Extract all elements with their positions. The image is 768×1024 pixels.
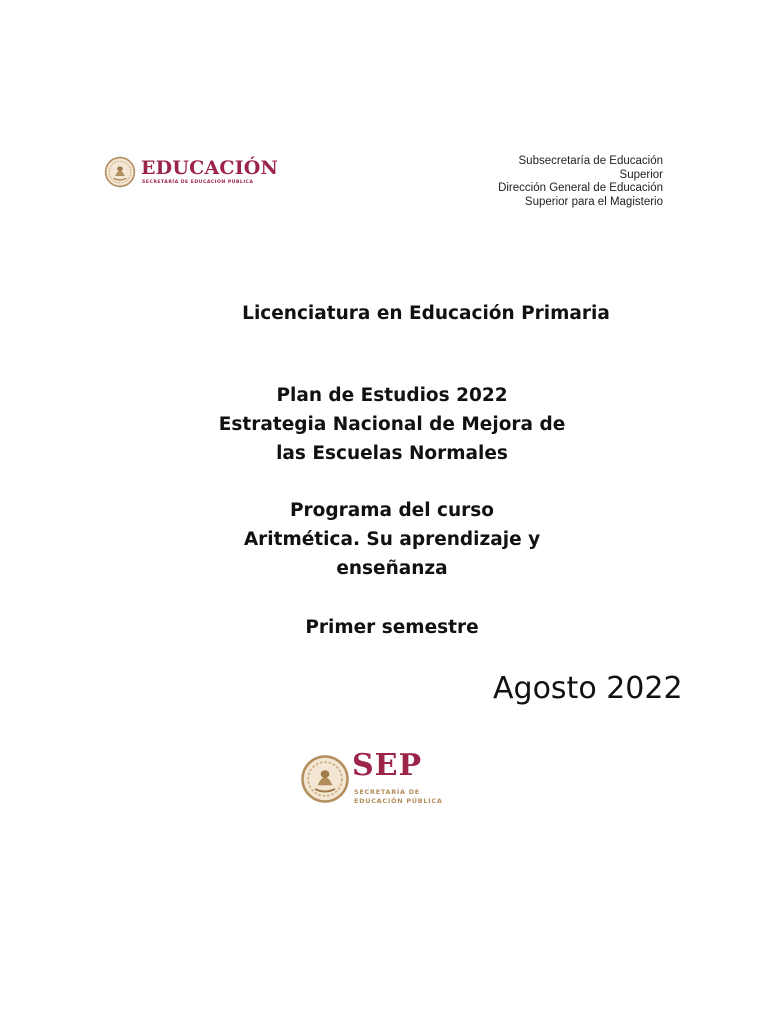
degree-title: Licenciatura en Educación Primaria <box>242 303 610 324</box>
plan-line: Plan de Estudios 2022 <box>276 385 508 406</box>
sep-subtitle-line: EDUCACIÓN PÚBLICA <box>354 797 443 805</box>
program-line: enseñanza <box>336 558 448 579</box>
document-date: Agosto 2022 <box>493 671 683 706</box>
coat-of-arms-seal-icon <box>104 156 136 188</box>
educacion-logo <box>104 152 279 192</box>
plan-line: las Escuelas Normales <box>276 443 508 464</box>
logo-title: EDUCACIÓN <box>141 157 279 179</box>
plan-block <box>0 381 768 468</box>
agency-block <box>498 155 663 209</box>
sep-logo <box>300 748 450 808</box>
sep-logo-title: SEP <box>352 748 423 783</box>
sep-subtitle-line: SECRETARÍA DE <box>354 788 420 796</box>
coat-of-arms-seal-icon <box>300 754 350 804</box>
semester-label: Primer semestre <box>305 617 479 638</box>
agency-line: Dirección General de Educación <box>498 182 663 195</box>
agency-line: Superior para el Magisterio <box>524 195 663 208</box>
logo-subtitle: SECRETARÍA DE EDUCACIÓN PÚBLICA <box>142 180 254 185</box>
sep-logo-subtitle <box>354 788 443 806</box>
agency-line: Subsecretaría de Educación <box>518 155 663 167</box>
semester-block <box>0 613 768 642</box>
plan-line: Estrategia Nacional de Mejora de <box>218 414 566 435</box>
agency-line: Superior <box>619 168 663 181</box>
program-line: Aritmética. Su aprendizaje y <box>243 529 541 550</box>
program-block <box>0 496 768 583</box>
program-line: Programa del curso <box>290 500 494 521</box>
